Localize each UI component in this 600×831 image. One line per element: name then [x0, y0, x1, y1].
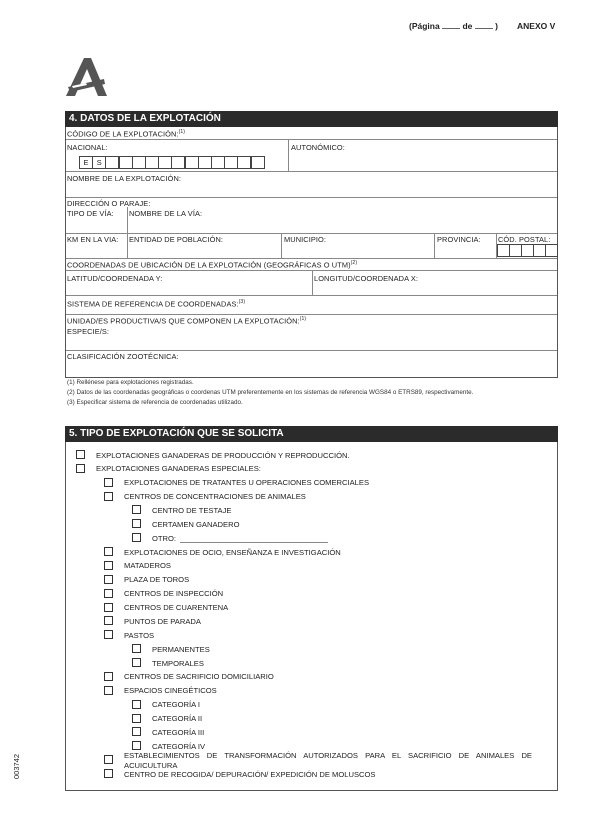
option-checkbox[interactable] [104, 589, 113, 598]
option-label: CENTRO DE TESTAJE [152, 505, 232, 515]
option-checkbox[interactable] [104, 616, 113, 625]
page-indicator: (Página de ) [409, 21, 498, 31]
option-label: CENTROS DE CONCENTRACIONES DE ANIMALES [124, 492, 306, 502]
option-checkbox[interactable] [132, 741, 141, 750]
option-label: EXPLOTACIONES DE TRATANTES U OPERACIONES COMERCIALES [124, 478, 370, 488]
ref-system-label: SISTEMA DE REFERENCIA DE COORDENADAS:$^{(3)}$ [67, 299, 246, 309]
option-label: PASTOS [124, 630, 155, 640]
option-checkbox[interactable] [104, 561, 113, 570]
section-5-title: 5. TIPO DE EXPLOTACIÓN QUE SE SOLICITA [65, 426, 558, 442]
postal-code-cell[interactable] [497, 244, 510, 257]
option-checkbox[interactable] [76, 450, 85, 459]
name-label: NOMBRE DE LA EXPLOTACIÓN: [67, 174, 182, 183]
km-label: KM EN LA VIA: [67, 235, 119, 244]
longitude-label: LONGITUD/COORDENADA X: [314, 274, 419, 283]
andalucia-logo-icon [64, 57, 108, 97]
option-label: PERMANENTES [152, 644, 210, 654]
option-label: CENTROS DE SACRIFICIO DOMICILIARIO [124, 672, 274, 682]
option-label: OTRO: [152, 534, 328, 543]
province-label: PROVINCIA: [437, 235, 481, 244]
option-checkbox[interactable] [132, 533, 141, 542]
species-label: ESPECIE/S: [67, 327, 110, 336]
national-code-cell[interactable] [119, 156, 133, 169]
option-label: PLAZA DE TOROS [124, 575, 190, 585]
annex-label: ANEXO V [517, 21, 556, 31]
national-label: NACIONAL: [67, 143, 108, 152]
option-label: CATEGORÍA I [152, 700, 200, 710]
postal-code-cell[interactable] [509, 244, 522, 257]
option-label: CENTROS DE CUARENTENA [124, 603, 229, 613]
option-label: EXPLOTACIONES DE OCIO, ENSEÑANZA E INVESTIGACIÓN [124, 547, 341, 557]
national-code-cell[interactable] [132, 156, 146, 169]
option-checkbox[interactable] [132, 727, 141, 736]
national-prefix-cell: S [92, 156, 106, 169]
option-label: EXPLOTACIONES GANADERAS ESPECIALES: [96, 464, 261, 474]
option-checkbox[interactable] [104, 672, 113, 681]
option-checkbox[interactable] [104, 769, 113, 778]
national-prefix-cell: E [79, 156, 93, 169]
road-type-label: TIPO DE VÍA: [67, 209, 114, 218]
option-checkbox[interactable] [132, 505, 141, 514]
option-checkbox[interactable] [104, 630, 113, 639]
section-4-box [65, 127, 558, 378]
option-checkbox[interactable] [132, 700, 141, 709]
national-code-cell[interactable] [251, 156, 265, 169]
national-code-cell[interactable] [185, 156, 199, 169]
page-number-field[interactable] [442, 28, 460, 29]
option-checkbox[interactable] [104, 547, 113, 556]
units-label: UNIDAD/ES PRODUCTIVA/S QUE COMPONEN LA EXPLOTACIÓN:$^{(1)}$ [67, 316, 307, 326]
option-label: PUNTOS DE PARADA [124, 616, 201, 626]
footnote-1: (1) Rellénese para explotaciones registradas. [67, 379, 194, 386]
code-label: CÓDIGO DE LA EXPLOTACIÓN:$^{(1)}$ [67, 129, 186, 139]
national-code-cell[interactable] [145, 156, 159, 169]
option-checkbox[interactable] [104, 492, 113, 501]
national-code-cell[interactable] [237, 156, 251, 169]
section-4-title: 4. DATOS DE LA EXPLOTACIÓN [65, 111, 558, 127]
address-label: DIRECCIÓN O PARAJE: [67, 199, 151, 208]
option-label: CERTAMEN GANADERO [152, 519, 240, 529]
autonomic-label: AUTONÓMICO: [291, 143, 345, 152]
option-checkbox[interactable] [132, 644, 141, 653]
road-name-label: NOMBRE DE LA VÍA: [129, 209, 203, 218]
option-label: CENTROS DE INSPECCIÓN [124, 589, 224, 599]
coords-label: COORDENADAS DE UBICACIÓN DE LA EXPLOTACIÓN (GEOGRÁFICAS O UTM)$^{(2)}$ [67, 260, 358, 270]
option-checkbox[interactable] [132, 658, 141, 667]
option-checkbox[interactable] [104, 603, 113, 612]
national-code-cell[interactable] [224, 156, 238, 169]
option-checkbox[interactable] [104, 575, 113, 584]
national-code-cell[interactable] [158, 156, 172, 169]
national-code-cell[interactable] [211, 156, 225, 169]
option-checkbox[interactable] [132, 519, 141, 528]
classification-label: CLASIFICACIÓN ZOOTÉCNICA: [67, 352, 179, 361]
latitude-label: LATITUD/COORDENADA Y: [67, 274, 163, 283]
option-checkbox[interactable] [104, 686, 113, 695]
population-label: ENTIDAD DE POBLACIÓN: [129, 235, 224, 244]
option-label: MATADEROS [124, 561, 171, 571]
option-label: ESPACIOS CINEGÉTICOS [124, 686, 217, 696]
municipality-label: MUNICIPIO: [284, 235, 327, 244]
national-code-cell[interactable] [105, 156, 119, 169]
postal-code-cell[interactable] [533, 244, 546, 257]
document-code: 003742 [12, 753, 21, 779]
option-label: EXPLOTACIONES GANADERAS DE PRODUCCIÓN Y REPRODUCCIÓN. [96, 450, 350, 460]
page-label: (Página [409, 21, 440, 31]
option-label: CATEGORÍA III [152, 727, 205, 737]
postal-code-cell[interactable] [521, 244, 534, 257]
other-text-field[interactable] [180, 535, 328, 543]
footnote-3: (3) Especificar sistema de referencia de coordenadas utilizado. [67, 399, 243, 406]
option-label: TEMPORALES [152, 658, 204, 668]
page-of-label: de [462, 21, 473, 31]
national-code-cell[interactable] [198, 156, 212, 169]
page-total-field[interactable] [475, 28, 493, 29]
option-label: ESTABLECIMIENTOS DE TRANSFORMACIÓN AUTORIZADOS PARA EL SACRIFICIO DE ANIMALES DE ACUICULTURA [124, 751, 532, 770]
option-checkbox[interactable] [104, 478, 113, 487]
option-checkbox[interactable] [132, 714, 141, 723]
option-label: CATEGORÍA IV [152, 741, 206, 751]
option-checkbox[interactable] [76, 464, 85, 473]
footnote-2: (2) Datos de las coordenadas geográficas o coordenas UTM preferentemente en los sistemas de referencia WGS84 o ETRS89, respectivamente. [67, 389, 474, 396]
option-label: CENTRO DE RECOGIDA/ DEPURACIÓN/ EXPEDICIÓN DE MOLUSCOS [124, 769, 376, 779]
postal-label: CÓD. POSTAL: [498, 235, 551, 244]
option-label: CATEGORÍA II [152, 714, 203, 724]
option-checkbox[interactable] [104, 755, 113, 764]
postal-code-cell[interactable] [545, 244, 558, 257]
national-code-cell[interactable] [171, 156, 185, 169]
